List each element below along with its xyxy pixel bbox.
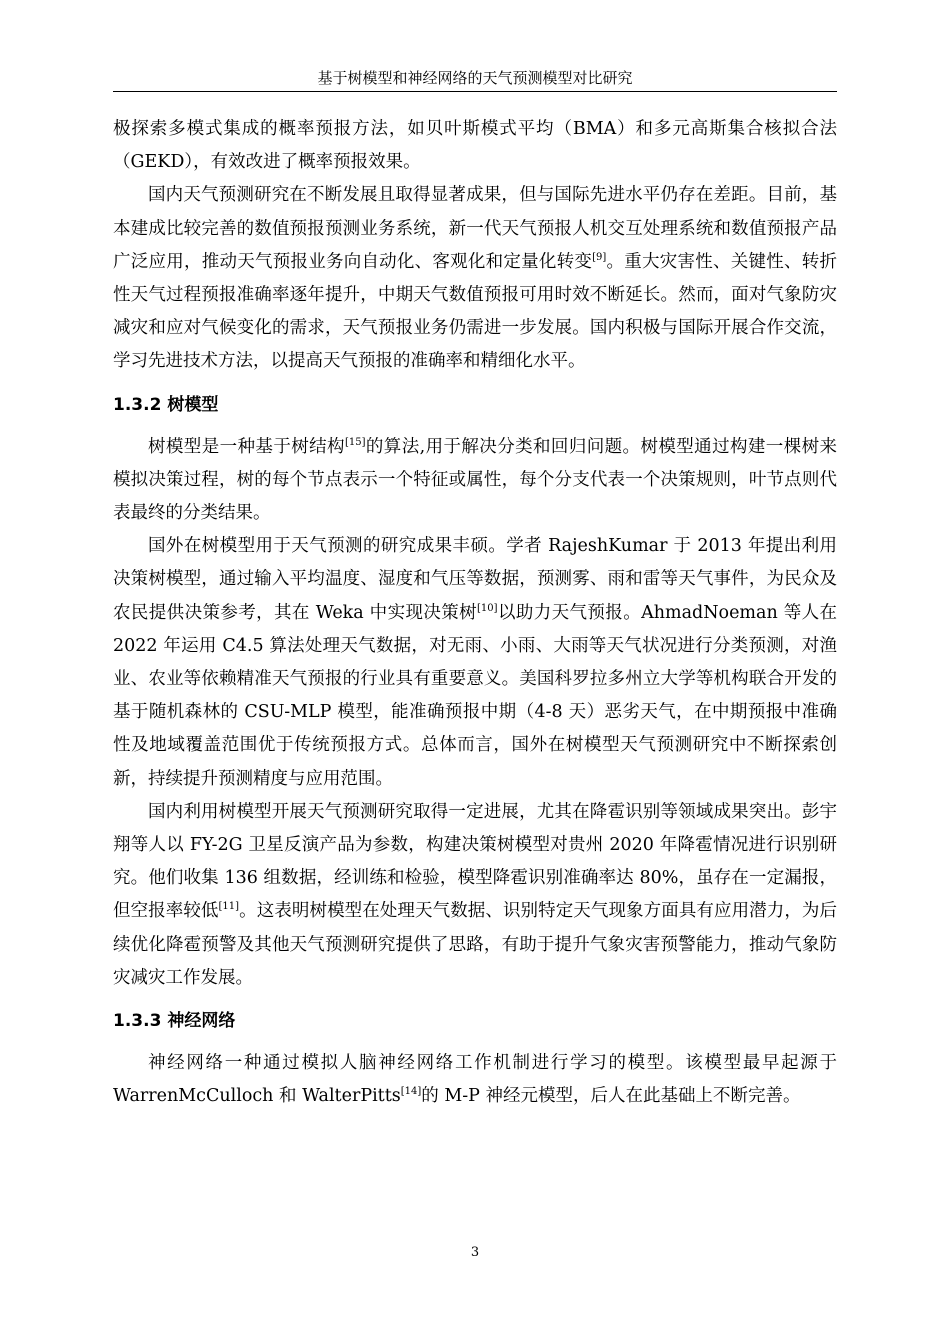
citation: [14]: [400, 1086, 422, 1098]
section-heading-tree-model: 1.3.2 树模型: [113, 394, 219, 415]
paragraph-text: 。重大灾害性、关键性、转折性天气过程预报准确率逐年提升，中期天气数值预报可用时效不断延长。然而，面对气象防灾减灾和应对气候变化的需求，天气预报业务仍需进一步发展。国内积极与国际开展合作交流，学习先进技术方法，以提高天气预报的准确率和精细化水平。: [113, 251, 838, 372]
paragraph-domestic-tree-research: [113, 796, 837, 995]
paragraph-neural-network: [113, 1047, 837, 1113]
page-body: [113, 113, 837, 1113]
paragraph-text: 国内天气预测研究在不断发展且取得显著成果，但与国际先进水平仍存在差距。目前，基本建成比较完善的数值预报预测业务系统，新一代天气预报人机交互处理系统和数值预报产品广泛应用，推动天气预报业务向自动化、客观化和定量化转变: [113, 185, 837, 272]
paragraph-text: 国内利用树模型开展天气预测研究取得一定进展，尤其在降雹识别等领域成果突出。彭宇翔等人以 FY-2G 卫星反演产品为参数，构建决策树模型对贵州 2020 年降雹情况进行识别研究。他们收集 136 组数据，经训练和检验，模型降雹识别准确率达 80%，虽存在一定漏报，但空报率较低: [113, 801, 837, 922]
section-heading-neural-network: 1.3.3 神经网络: [113, 1011, 236, 1032]
paragraph-bma-gekd: 极探索多模式集成的概率预报方法，如贝叶斯模式平均（BMA）和多元高斯集合核拟合法（GEKD），有效改进了概率预报效果。: [113, 119, 837, 173]
paragraph-tree-definition: [113, 431, 837, 531]
page-number: 3: [470, 1245, 480, 1260]
citation: [10]: [477, 602, 498, 614]
paragraph-text: 树模型是一种基于树结构: [148, 436, 345, 457]
citation: [11]: [218, 901, 240, 913]
paragraph-text: 国外在树模型用于天气预测的研究成果丰硕。学者 RajeshKumar 于 2013 年提出利用决策树模型，通过输入平均温度、湿度和气压等数据，预测雾、雨和雷等天气事件，为民众及农民提供决策参考，其在 Weka 中实现决策树: [113, 536, 837, 623]
citation: [9]: [592, 251, 607, 263]
header-rule: [113, 91, 837, 92]
paragraph-text: 的算法,用于解决分类和回归问题。树模型通过构建一棵树来模拟决策过程，树的每个节点表示一个特征或属性，每个分支代表一个决策规则，叶节点则代表最终的分类结果。: [113, 436, 838, 524]
paragraph-text: 的 M-P 神经元模型，后人在此基础上不断完善。: [421, 1086, 801, 1107]
paragraph-domestic-forecast: [113, 179, 837, 378]
paragraph-foreign-tree-research: [113, 530, 837, 796]
paragraph-text: 神经网络一种通过模拟人脑神经网络工作机制进行学习的模型。该模型最早起源于 WarrenMcCulloch 和 WalterPitts: [113, 1053, 837, 1107]
citation: [15]: [344, 436, 366, 448]
paragraph-text: 。这表明树模型在处理天气数据、识别特定天气现象方面具有应用潜力，为后续优化降雹预警及其他天气预测研究提供了思路，有助于提升气象灾害预警能力，推动气象防灾减灾工作发展。: [113, 901, 838, 988]
running-header: 基于树模型和神经网络的天气预测模型对比研究: [317, 69, 633, 87]
paragraph-text: 以助力天气预报。AhmadNoeman 等人在 2022 年运用 C4.5 算法处理天气数据，对无雨、小雨、大雨等天气状况进行分类预测，对渔业、农业等依赖精准天气预报的行业具有重要意义。美国科罗拉多州立大学等机构联合开发的基于随机森林的 CSU-MLP 模型，能准确预报中期（4-8 天）恶劣天气，在中期预报中准确性及地域覆盖范围优于传统预报方式。总体而言，国外在树模型天气预测研究中不断探索创新，持续提升预测精度与应用范围。: [113, 602, 837, 789]
